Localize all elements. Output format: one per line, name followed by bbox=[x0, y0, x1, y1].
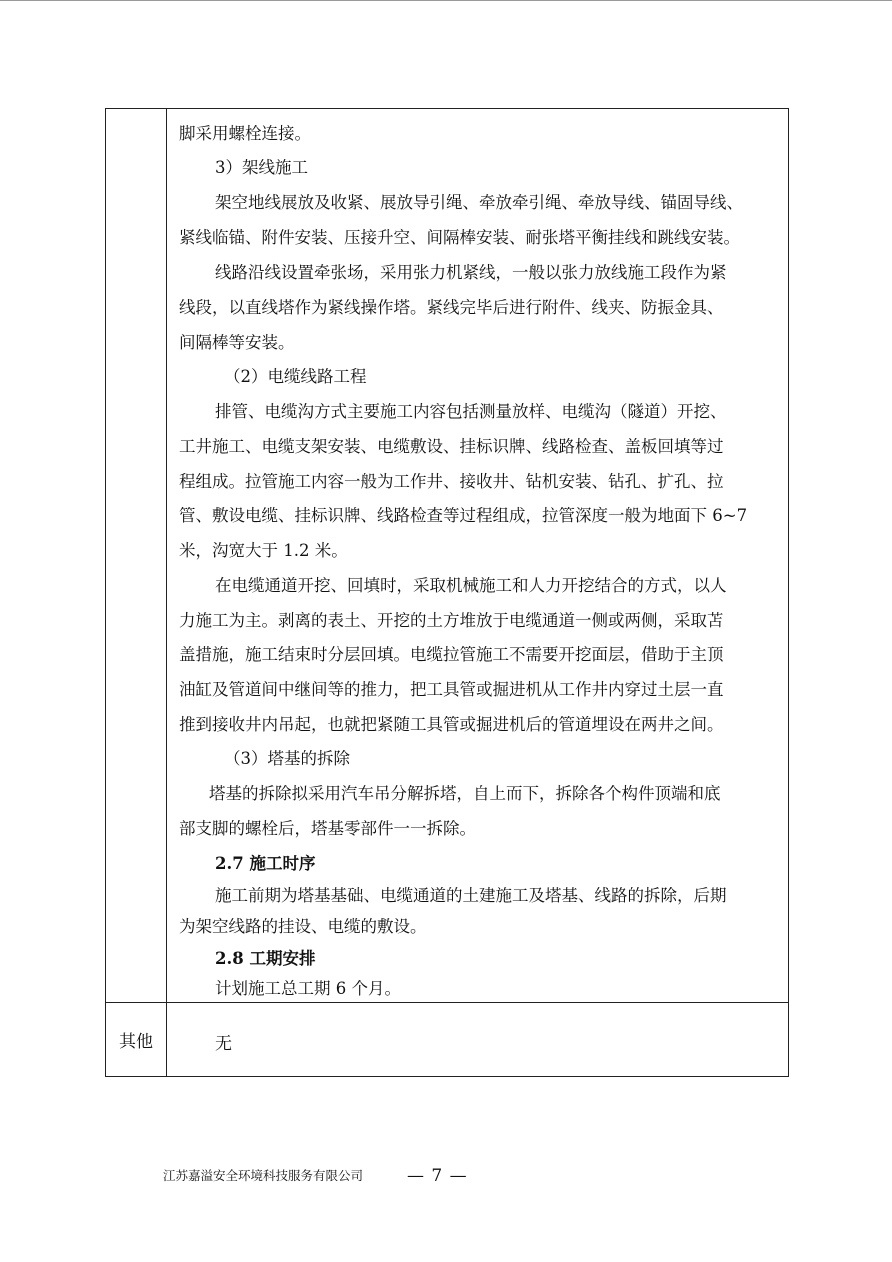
body-line-17: 油缸及管道间中继间等的推力，把工具管或掘进机从工作井内穿过土层一直 bbox=[179, 680, 724, 699]
section-heading-2-7: 2.7 施工时序 bbox=[215, 854, 316, 873]
body-line-5: 线路沿线设置牵张场，采用张力机紧线，一般以张力放线施工段作为紧 bbox=[215, 263, 727, 282]
body-line-21: 部支脚的螺栓后，塔基零部件一一拆除。 bbox=[179, 819, 476, 838]
body-line-26: 计划施工总工期 6 个月。 bbox=[215, 979, 401, 998]
body-line-14: 在电缆通道开挖、回填时，采取机械施工和人力开挖结合的方式，以人 bbox=[215, 576, 727, 595]
body-line-6: 线段，以直线塔作为紧线操作塔。紧线完毕后进行附件、线夹、防振金具、 bbox=[179, 298, 724, 317]
subheading-tower-removal: （3）塔基的拆除 bbox=[224, 749, 350, 768]
body-line-23: 施工前期为塔基基础、电缆通道的土建施工及塔基、线路的拆除，后期 bbox=[215, 886, 727, 905]
body-line-4: 紧线临锚、附件安装、压接升空、间隔棒安装、耐张塔平衡挂线和跳线安装。 bbox=[179, 228, 740, 247]
top-edge-rule bbox=[0, 0, 892, 1]
other-row-value: 无 bbox=[215, 1034, 232, 1054]
body-line-9: 排管、电缆沟方式主要施工内容包括测量放样、电缆沟（隧道）开挖、 bbox=[215, 402, 727, 421]
table-column-divider bbox=[166, 109, 167, 1076]
content-table bbox=[105, 108, 789, 1077]
body-line-12: 管、敷设电缆、挂标识牌、线路检查等过程组成，拉管深度一般为地面下 6~7 bbox=[179, 506, 748, 525]
body-line-1: 脚采用螺栓连接。 bbox=[179, 124, 311, 143]
body-line-13: 米，沟宽大于 1.2 米。 bbox=[179, 541, 348, 560]
page-number: — 7 — bbox=[407, 1166, 468, 1186]
body-line-3: 架空地线展放及收紧、展放导引绳、牵放牵引绳、牵放导线、锚固导线、 bbox=[215, 193, 743, 212]
body-line-16: 盖措施，施工结束时分层回填。电缆拉管施工不需要开挖面层，借助于主顶 bbox=[179, 645, 724, 664]
body-line-24: 为架空线路的挂设、电缆的敷设。 bbox=[179, 917, 427, 936]
other-row-label: 其他 bbox=[119, 1031, 153, 1052]
body-line-20: 塔基的拆除拟采用汽车吊分解拆塔，自上而下，拆除各个构件顶端和底 bbox=[209, 784, 721, 803]
footer-company-name: 江苏嘉溢安全环境科技服务有限公司 bbox=[163, 1168, 364, 1183]
section-heading-2-8: 2.8 工期安排 bbox=[215, 949, 316, 968]
subheading-stringing-construction: 3）架线施工 bbox=[215, 158, 308, 177]
body-line-11: 程组成。拉管施工内容一般为工作井、接收井、钻机安装、钻孔、扩孔、拉 bbox=[179, 472, 724, 491]
body-line-18: 推到接收井内吊起，也就把紧随工具管或掘进机后的管道埋设在两井之间。 bbox=[179, 715, 724, 734]
body-line-10: 工井施工、电缆支架安装、电缆敷设、挂标识牌、线路检查、盖板回填等过 bbox=[179, 437, 724, 456]
subheading-cable-line-project: （2）电缆线路工程 bbox=[224, 367, 367, 386]
body-line-15: 力施工为主。剥离的表土、开挖的土方堆放于电缆通道一侧或两侧，采取苫 bbox=[179, 611, 724, 630]
body-line-7: 间隔棒等安装。 bbox=[179, 333, 295, 352]
table-row-divider bbox=[106, 1002, 788, 1003]
